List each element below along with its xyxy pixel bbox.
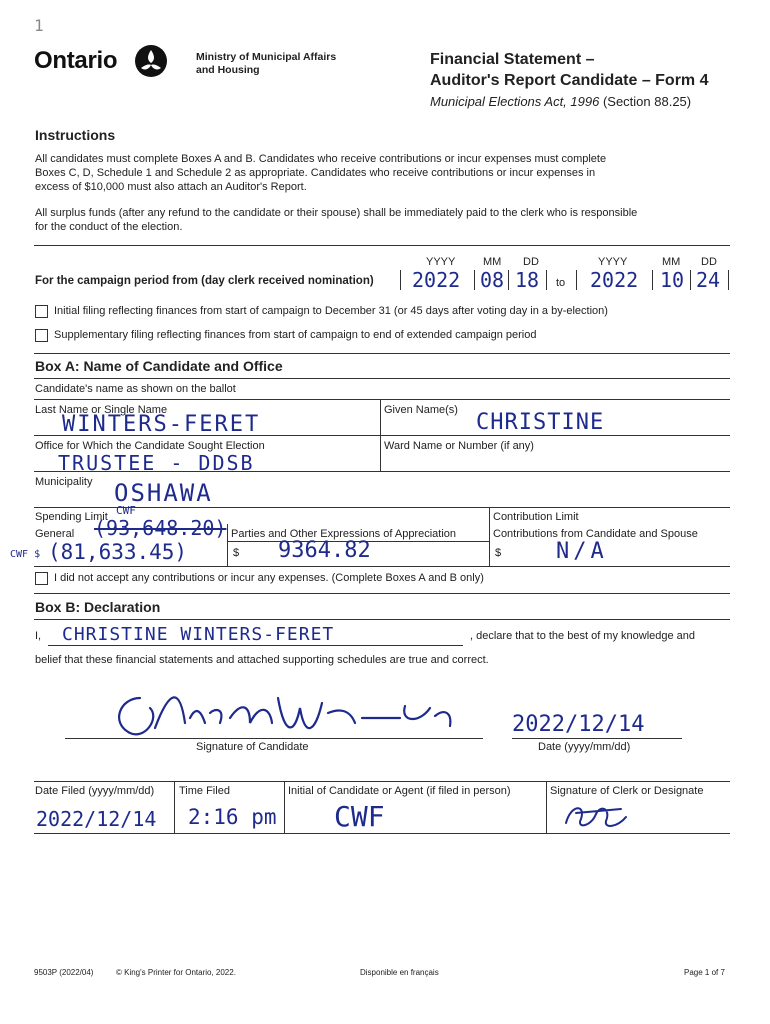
date-sep <box>690 270 691 290</box>
divider <box>34 245 730 246</box>
signature-date-value[interactable]: 2022/12/14 <box>512 712 645 737</box>
brand-wordmark: Ontario <box>34 47 118 74</box>
no-contributions-label: I did not accept any contributions or incur any expenses. (Complete Boxes A and B only) <box>54 572 484 584</box>
last-name-label: Last Name or Single Name <box>35 404 168 416</box>
divider <box>34 471 730 472</box>
no-contributions-checkbox[interactable] <box>35 572 48 585</box>
parties-dollar: $ <box>233 547 240 559</box>
general-initials-dollar: CWF $ <box>10 549 41 560</box>
signature-line <box>65 738 483 739</box>
date-col-label: MM <box>483 256 502 268</box>
ministry-line-1: Ministry of Municipal Affairs <box>196 51 337 63</box>
divider <box>34 619 730 620</box>
instr-line: All surplus funds (after any refund to the candidate or their spouse) shall be immediately paid to the clerk who is responsible <box>35 207 638 219</box>
clerk-signature <box>556 799 636 833</box>
ministry-line-2: and Housing <box>196 64 260 76</box>
date-col-label: DD <box>523 256 539 268</box>
initial-value[interactable]: CWF <box>334 800 385 833</box>
last-name-value[interactable]: WINTERS-FERET <box>62 412 261 437</box>
col-divider <box>489 507 490 566</box>
date-sep <box>652 270 653 290</box>
initial-label: Initial of Candidate or Agent (if filed in person) <box>288 785 511 797</box>
municipality-label: Municipality <box>35 476 93 488</box>
from-day: 18 <box>515 268 540 292</box>
date-col-label: DD <box>701 256 717 268</box>
date-sep <box>474 270 475 290</box>
to-month: 10 <box>660 268 685 292</box>
date-line <box>512 738 682 739</box>
spending-limit-label: Spending Limit <box>35 511 108 523</box>
campaign-period-label: For the campaign period from (day clerk received nomination) <box>35 275 374 287</box>
contributions-dollar: $ <box>495 547 502 559</box>
instructions-paragraph-1 <box>35 152 735 194</box>
date-sep <box>728 270 729 290</box>
date-col-label: MM <box>662 256 681 268</box>
divider <box>34 507 730 508</box>
spending-initials: CWF <box>116 504 136 517</box>
date-filed-value[interactable]: 2022/12/14 <box>36 807 157 831</box>
act-name: Municipal Elections Act, 1996 <box>430 94 600 109</box>
general-label: General <box>35 528 75 540</box>
signature-label: Signature of Candidate <box>196 741 309 753</box>
office-value[interactable]: TRUSTEE - DDSB <box>58 451 255 475</box>
printer-notice: © King's Printer for Ontario, 2022. <box>116 968 236 977</box>
col-divider <box>227 524 228 566</box>
time-filed-label: Time Filed <box>179 785 230 797</box>
instructions-paragraph-2 <box>35 206 735 234</box>
to-label: to <box>556 277 566 289</box>
divider <box>34 593 730 594</box>
instr-line: All candidates must complete Boxes A and B. Candidates who receive contributions or incur expenses must complete <box>35 153 607 165</box>
instr-line: excess of $10,000 must also attach an Auditor's Report. <box>35 181 307 193</box>
date-col-label: YYYY <box>426 256 456 268</box>
instr-line: for the conduct of the election. <box>35 221 183 233</box>
belief-text: belief that these financial statements and attached supporting schedules are true and correct. <box>35 654 489 666</box>
divider <box>34 399 730 400</box>
divider <box>34 435 730 436</box>
ward-label: Ward Name or Number (if any) <box>384 440 534 452</box>
form-title-line-1: Financial Statement – <box>430 51 595 68</box>
corner-mark: 1 <box>34 16 44 35</box>
campaign-to-date[interactable] <box>576 268 730 292</box>
box-a-heading: Box A: Name of Candidate and Office <box>35 358 283 374</box>
divider <box>34 781 730 782</box>
clerk-signature-label: Signature of Clerk or Designate <box>550 785 704 797</box>
campaign-from-date[interactable] <box>400 268 548 292</box>
initial-filing-label: Initial filing reflecting finances from start of campaign to December 31 (or 45 days after voting day in a by-election) <box>54 305 608 317</box>
general-value-crossed: (93,648.20) <box>94 516 227 540</box>
divider <box>34 353 730 354</box>
given-name-label: Given Name(s) <box>384 404 458 416</box>
contribution-limit-label: Contribution Limit <box>493 511 579 523</box>
contributions-value[interactable]: N/A <box>556 539 608 564</box>
office-label: Office for Which the Candidate Sought Election <box>35 440 265 452</box>
act-section: (Section 88.25) <box>599 94 692 109</box>
col-divider <box>284 781 285 833</box>
contributions-label: Contributions from Candidate and Spouse <box>493 528 698 540</box>
declaration-i: I, <box>35 630 42 642</box>
time-filed-value[interactable]: 2:16 pm <box>188 805 277 829</box>
name-as-shown-label: Candidate's name as shown on the ballot <box>35 383 236 395</box>
from-month: 08 <box>480 268 505 292</box>
from-year: 2022 <box>412 268 461 292</box>
date-sep <box>576 270 577 290</box>
divider <box>34 378 730 379</box>
page-number: Page 1 of 7 <box>684 968 725 977</box>
form-code: 9503P (2022/04) <box>34 968 94 977</box>
declarant-name[interactable]: CHRISTINE WINTERS-FERET <box>48 624 463 646</box>
general-value[interactable]: (81,633.45) <box>48 540 188 564</box>
col-divider <box>174 781 175 833</box>
date-label: Date (yyyy/mm/dd) <box>538 741 631 753</box>
col-divider <box>546 781 547 833</box>
instructions-heading: Instructions <box>35 127 116 143</box>
date-sep <box>508 270 509 290</box>
given-name-value[interactable]: CHRISTINE <box>476 410 605 435</box>
declare-text: , declare that to the best of my knowledge and <box>470 630 696 642</box>
to-year: 2022 <box>590 268 639 292</box>
instr-line: Boxes C, D, Schedule 1 and Schedule 2 as appropriate. Candidates who receive contributions or incur expenses in <box>35 167 596 179</box>
initial-filing-checkbox[interactable] <box>35 305 48 318</box>
act-reference <box>430 94 709 109</box>
supplementary-filing-label: Supplementary filing reflecting finances from start of campaign to end of extended campaign period <box>54 329 537 341</box>
date-sep <box>400 270 401 290</box>
ontario-logo <box>34 44 184 82</box>
parties-label: Parties and Other Expressions of Appreciation <box>231 528 457 540</box>
to-day: 24 <box>696 268 721 292</box>
date-sep <box>546 270 547 290</box>
box-b-heading: Box B: Declaration <box>35 599 161 615</box>
date-filed-label: Date Filed (yyyy/mm/dd) <box>35 785 155 797</box>
divider <box>34 566 730 567</box>
supplementary-filing-checkbox[interactable] <box>35 329 48 342</box>
form-title-block <box>430 49 709 109</box>
date-col-label: YYYY <box>598 256 628 268</box>
ministry-name <box>196 51 336 77</box>
parties-value[interactable]: 9364.82 <box>278 538 371 563</box>
trillium-icon <box>134 44 168 78</box>
divider <box>34 833 730 834</box>
french-available: Disponible en français <box>360 968 439 977</box>
municipality-value[interactable]: OSHAWA <box>114 479 213 507</box>
form-title-line-2: Auditor's Report Candidate – Form 4 <box>430 72 709 89</box>
